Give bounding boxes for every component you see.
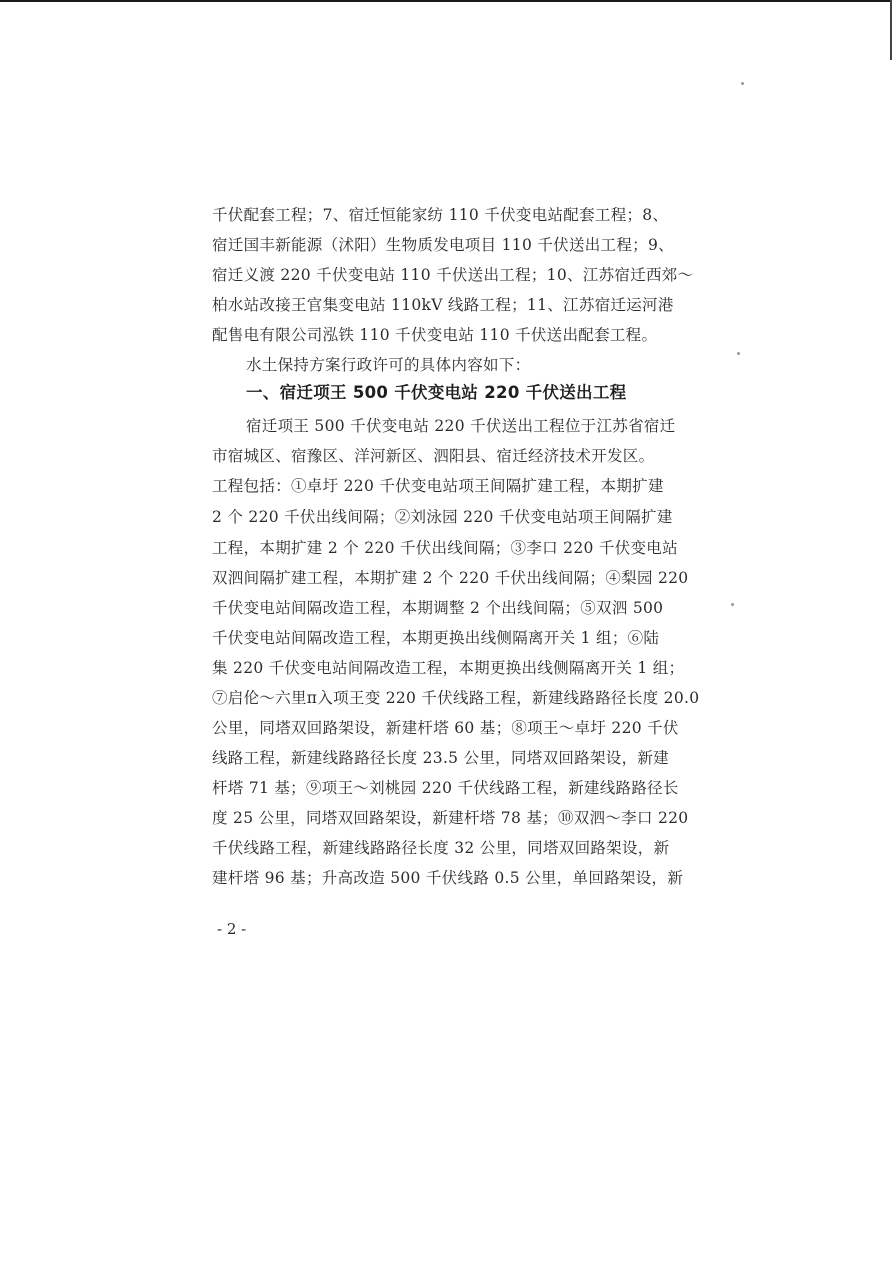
scan-top-border xyxy=(0,0,892,2)
scan-speck xyxy=(737,352,740,355)
scan-speck xyxy=(731,603,734,606)
page-number: - 2 - xyxy=(217,920,247,938)
body-line: 宿迁国丰新能源（沭阳）生物质发电项目 110 千伏送出工程；9、 xyxy=(212,236,674,254)
body-line: 千伏变电站间隔改造工程，本期调整 2 个出线间隔；⑤双泗 500 xyxy=(212,599,664,617)
body-line: 千伏变电站间隔改造工程，本期更换出线侧隔离开关 1 组；⑥陆 xyxy=(212,629,660,647)
body-line: 度 25 公里，同塔双回路架设，新建杆塔 78 基；⑩双泗～李口 220 xyxy=(212,809,689,827)
body-line: 宿迁义渡 220 千伏变电站 110 千伏送出工程；10、江苏宿迁西郊～ xyxy=(212,266,694,284)
body-line: 千伏配套工程；7、宿迁恒能家纺 110 千伏变电站配套工程；8、 xyxy=(212,206,669,224)
body-line: ⑦启伦～六里π入项王变 220 千伏线路工程，新建线路路径长度 20.0 xyxy=(212,689,700,707)
paragraph-intro: 水土保持方案行政许可的具体内容如下： xyxy=(246,356,531,374)
scan-speck xyxy=(741,82,744,85)
body-line: 千伏线路工程，新建线路路径长度 32 公里，同塔双回路架设，新 xyxy=(212,839,670,857)
body-line: 杆塔 71 基；⑨项王～刘桃园 220 千伏线路工程，新建线路路径长 xyxy=(212,779,679,797)
body-line: 工程，本期扩建 2 个 220 千伏出线间隔；③李口 220 千伏变电站 xyxy=(212,539,678,557)
body-line: 公里，同塔双回路架设，新建杆塔 60 基；⑧项王～卓圩 220 千伏 xyxy=(212,719,679,737)
section-heading: 一、宿迁项王 500 千伏变电站 220 千伏送出工程 xyxy=(246,383,627,402)
body-line: 配售电有限公司泓铁 110 千伏变电站 110 千伏送出配套工程。 xyxy=(212,326,658,344)
body-line: 柏水站改接王官集变电站 110kV 线路工程；11、江苏宿迁运河港 xyxy=(212,296,674,314)
body-line: 集 220 千伏变电站间隔改造工程，本期更换出线侧隔离开关 1 组； xyxy=(212,659,685,677)
body-line: 建杆塔 96 基；升高改造 500 千伏线路 0.5 公里，单回路架设，新 xyxy=(212,869,684,887)
body-line: 双泗间隔扩建工程，本期扩建 2 个 220 千伏出线间隔；④梨园 220 xyxy=(212,569,689,587)
body-line: 线路工程，新建线路路径长度 23.5 公里，同塔双回路架设，新建 xyxy=(212,749,669,767)
body-line: 市宿城区、宿豫区、洋河新区、泗阳县、宿迁经济技术开发区。 xyxy=(212,447,655,465)
body-line: 宿迁项王 500 千伏变电站 220 千伏送出工程位于江苏省宿迁 xyxy=(246,417,676,435)
body-line: 2 个 220 千伏出线间隔；②刘泳园 220 千伏变电站项王间隔扩建 xyxy=(212,508,673,526)
body-line: 工程包括：①卓圩 220 千伏变电站项王间隔扩建工程，本期扩建 xyxy=(212,477,664,495)
